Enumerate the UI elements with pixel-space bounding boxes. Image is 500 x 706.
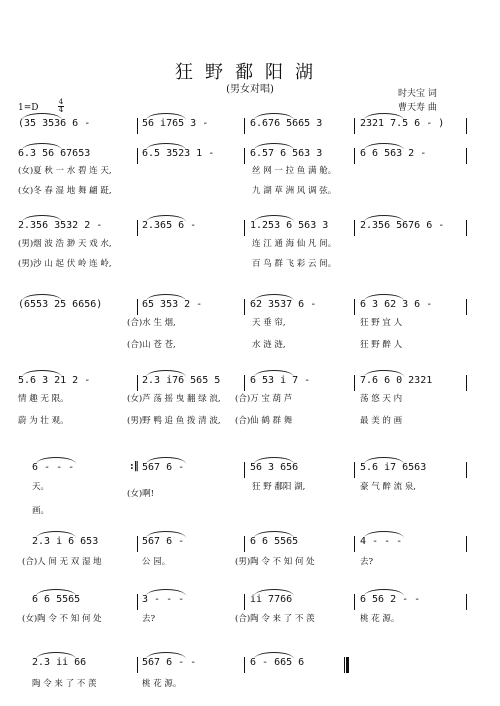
slur-mark [254, 531, 294, 538]
composer-credit: 曹天寿 曲 [398, 103, 437, 113]
measure-notes: (6553 25 6656) [18, 299, 103, 310]
slur-mark [364, 531, 404, 538]
measure-notes: 6 56 2 - - [360, 594, 421, 605]
measure-notes: 567 6 - - [142, 657, 197, 668]
measure-notes: 2.356 5676 6 - [360, 220, 445, 231]
bar-line [137, 536, 138, 552]
lyric-line: (合)山 苍 苍, [127, 340, 176, 350]
time-signature [58, 99, 64, 114]
measure-notes: 2.365 6 - [142, 220, 197, 231]
measure-notes: 56 3 656 [250, 462, 299, 473]
bar-line [354, 594, 355, 610]
lyric-line: 去? [360, 557, 374, 567]
lyric-line: 天 垂 帘, [252, 318, 286, 328]
slur-mark [364, 294, 404, 301]
slur-mark [22, 215, 62, 222]
lyric-line: 去? [142, 614, 156, 624]
bar-line [244, 220, 245, 236]
lyric-line: (男)陶 令 不 知 何 处 [235, 557, 315, 567]
measure-notes: 6 3 62 3 6 - [360, 299, 433, 310]
slur-mark [364, 589, 404, 596]
slur-mark [364, 370, 404, 377]
bar-line [354, 375, 355, 391]
slur-mark [146, 215, 186, 222]
measure-notes: 2.3 i 6 653 [32, 536, 99, 547]
lyric-line: 狂 野 鄱阳 湖, [252, 482, 306, 492]
lyric-line: (合)仙 鹤 群 舞 [235, 416, 293, 426]
slur-mark [146, 652, 186, 659]
lyric-line: 最 美 的 画 [360, 416, 403, 426]
lyric-line: (女)啊! [127, 489, 155, 499]
measure-notes: 6.676 5665 3 [250, 118, 323, 129]
lyric-line: 丝 网 一 拉 鱼 满 舱。 [252, 166, 337, 176]
slur-mark [146, 589, 186, 596]
lyric-line: (合)万 宝 葫 芦 [235, 394, 293, 404]
bar-line [354, 220, 355, 236]
bar-line [354, 536, 355, 552]
lyric-line: 荡 悠 天 内 [360, 394, 403, 404]
bar-line [466, 220, 467, 236]
bar-line [354, 462, 355, 478]
lyric-line: 情 趣 无 限。 [18, 394, 69, 404]
measure-notes: 2.3 ii 66 [32, 657, 87, 668]
slur-mark [254, 370, 294, 377]
measure-notes: 3 - - - [142, 594, 185, 605]
lyric-line: 蔚 为 壮 观。 [18, 416, 69, 426]
lyric-line: 公 园。 [142, 557, 171, 567]
slur-mark [146, 294, 186, 301]
measure-notes: 567 6 - [142, 462, 185, 473]
bar-line [244, 375, 245, 391]
slur-mark [364, 113, 404, 120]
lyric-line: 桃 花 源。 [360, 614, 400, 624]
song-subtitle: (男女对唱) [226, 84, 274, 95]
measure-notes: ii 7766 [250, 594, 293, 605]
bar-line [244, 148, 245, 164]
lyric-line: 陶 令 来 了 不 羡 [32, 679, 97, 689]
bar-line [354, 148, 355, 164]
measure-notes: 6 6 5565 [32, 594, 81, 605]
bar-line [137, 657, 138, 673]
lyric-line: 连 江 通 海 仙 凡 间。 [252, 239, 337, 249]
measure-notes: 5.6 3 21 2 - [18, 375, 91, 386]
measure-notes: 6.57 6 563 3 [250, 148, 323, 159]
slur-mark [22, 143, 62, 150]
lyric-line: (合)人 间 无 双 湿 地 [22, 557, 102, 567]
lyric-line: (合)水 生 烟, [127, 318, 176, 328]
bar-line [244, 536, 245, 552]
lyric-line: (男)野 鸭 追 鱼 拨 清 波, [127, 416, 221, 426]
lyric-line: (男)烟 波 浩 渺 天 戏 水, [18, 239, 112, 249]
bar-line [466, 594, 467, 610]
bar-line [137, 299, 138, 315]
slur-mark [22, 294, 62, 301]
bar-line [244, 594, 245, 610]
slur-mark [146, 113, 186, 120]
meter-bottom: 4 [58, 106, 64, 114]
measure-notes: (35 3536 6 - [18, 118, 91, 129]
lyric-line: (女)夏 秋 一 水 碧 连 天, [18, 166, 112, 176]
lyric-line: (女)冬 春 湿 地 舞 翩 跹, [18, 186, 112, 196]
bar-line [466, 536, 467, 552]
measure-notes: 62 3537 6 - [250, 299, 317, 310]
bar-line [137, 375, 138, 391]
slur-mark [254, 143, 294, 150]
bar-line [354, 299, 355, 315]
lyric-line: 狂 野 宜 人 [360, 318, 403, 328]
slur-mark [254, 215, 294, 222]
bar-line [354, 118, 355, 134]
lyric-line: 天。 [32, 482, 50, 492]
slur-mark [146, 143, 186, 150]
slur-mark [146, 370, 186, 377]
bar-line [137, 148, 138, 164]
slur-mark [254, 294, 294, 301]
slur-mark [36, 531, 76, 538]
measure-notes: 6.5 3523 1 - [142, 148, 215, 159]
lyricist-credit: 时夫宝 词 [398, 89, 437, 99]
bar-line [244, 462, 245, 478]
lyric-line: 狂 野 醉 人 [360, 340, 403, 350]
slur-mark [254, 113, 294, 120]
slur-mark [22, 370, 62, 377]
measure-notes: 6 - - - [32, 462, 75, 473]
lyric-line: (男)沙 山 起 伏 岭 连 岭, [18, 259, 112, 269]
slur-mark [254, 589, 294, 596]
slur-mark [364, 215, 404, 222]
bar-line [137, 118, 138, 134]
repeat-sign: :‖ [130, 461, 139, 472]
slur-mark [22, 113, 62, 120]
bar-line [466, 299, 467, 315]
slur-mark [146, 531, 186, 538]
lyric-line: 豪 气 醉 流 泉, [360, 482, 417, 492]
slur-mark [254, 652, 294, 659]
lyric-line: 水 涟 涟, [252, 340, 286, 350]
key-signature: 1=D [18, 103, 39, 113]
bar-line [137, 220, 138, 236]
measure-notes: 4 - - - [360, 536, 403, 547]
bar-line [466, 118, 467, 134]
slur-mark [364, 457, 404, 464]
measure-notes: 2321 7.5 6 - ) [360, 118, 445, 129]
measure-notes: 6.3 56 67653 [18, 148, 91, 159]
measure-notes: 1.253 6 563 3 [250, 220, 329, 231]
lyric-line: 百 鸟 群 飞 彩 云 间。 [252, 259, 337, 269]
measure-notes: 6 53 i 7 - [250, 375, 311, 386]
slur-mark [36, 589, 76, 596]
lyric-line: (女)陶 令 不 知 何 处 [22, 614, 102, 624]
slur-mark [364, 143, 404, 150]
bar-line [244, 657, 245, 673]
measure-notes: 567 6 - [142, 536, 185, 547]
bar-line [244, 118, 245, 134]
lyric-line: 九 湖 草 洲 风 调 弦。 [252, 186, 337, 196]
bar-line [466, 148, 467, 164]
bar-line [466, 375, 467, 391]
measure-notes: 6 6 5565 [250, 536, 299, 547]
slur-mark [36, 652, 76, 659]
meter-top: 4 [58, 98, 64, 106]
song-title: 狂野鄱阳湖 [175, 62, 325, 83]
lyric-line: (女)芦 荡 摇 曳 翻 绿 浪, [127, 394, 221, 404]
measure-notes: 6 - 665 6 [250, 657, 305, 668]
lyric-line: 桃 花 源。 [142, 679, 182, 689]
measure-notes: 56 i765 3 - [142, 118, 209, 129]
measure-notes: 6 6 563 2 - [360, 148, 427, 159]
bar-line [244, 299, 245, 315]
lyric-line: 画。 [32, 506, 50, 516]
measure-notes: 7.6 6 0 2321 [360, 375, 433, 386]
measure-notes: 2.3 i76 565 5 [142, 375, 221, 386]
bar-line [137, 594, 138, 610]
slur-mark [146, 457, 186, 464]
slur-mark [254, 457, 294, 464]
measure-notes: 5.6 i7 6563 [360, 462, 427, 473]
measure-notes: 65 353 2 - [142, 299, 203, 310]
final-bar-line [344, 657, 349, 673]
lyric-line: (合)陶 令 来 了 不 羡 [235, 614, 315, 624]
bar-line [466, 462, 467, 478]
slur-mark [36, 457, 76, 464]
measure-notes: 2.356 3532 2 - [18, 220, 103, 231]
